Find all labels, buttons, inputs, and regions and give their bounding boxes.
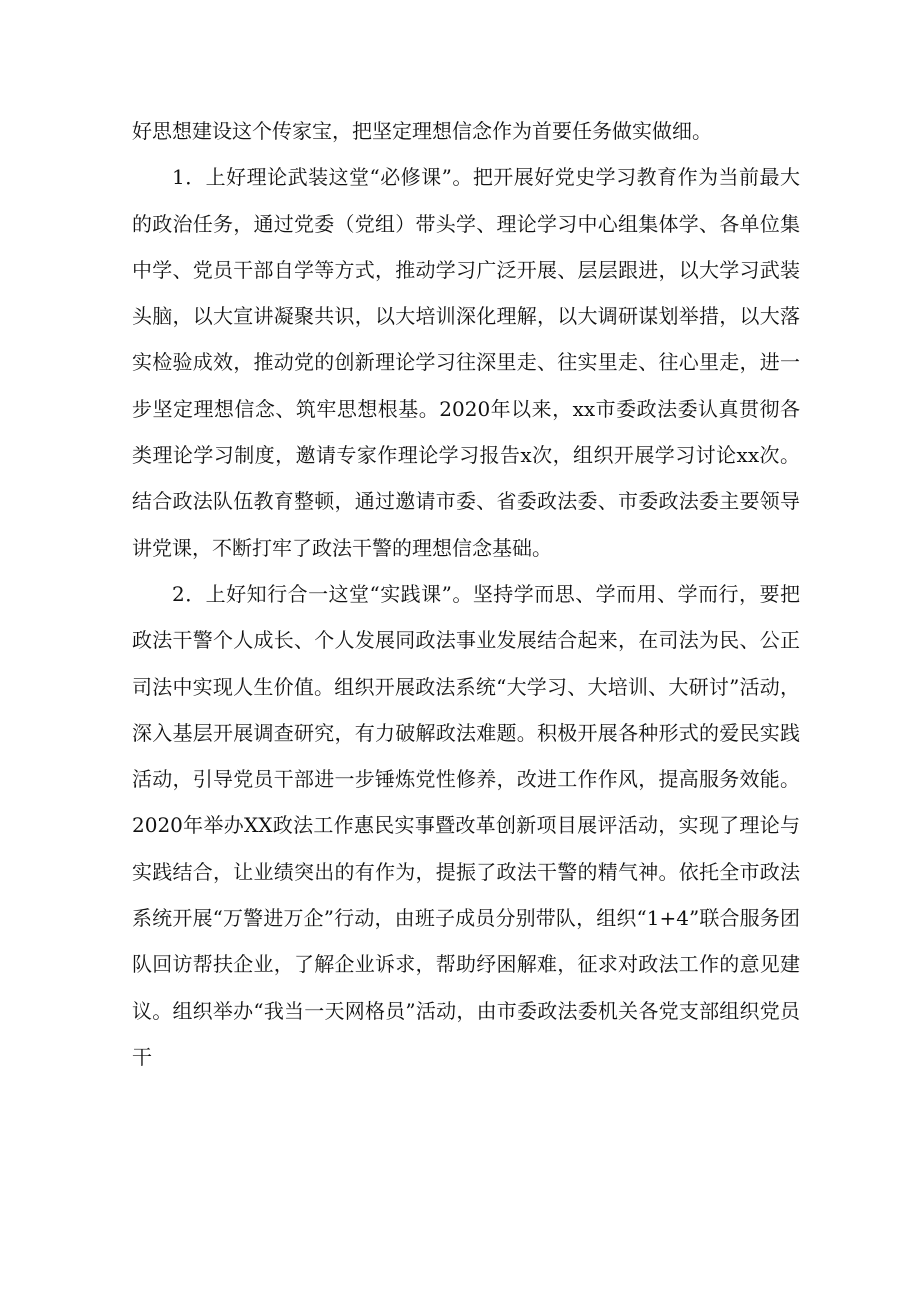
paragraph-continuation: 好思想建设这个传家宝，把坚定理想信念作为首要任务做实做细。 xyxy=(132,119,712,143)
paragraph-practice-course: 2．上好知行合一这堂“实践课”。坚持学而思、学而用、学而行，要把政法干警个人成长、个人发展同政法事业发展结合起来，在司法为民、公正司法中实现人生价值。组织开展政法系统“大学习、大培训、大研讨”活动，深入基层开展调查研究，有力破解政法难题。积极开展各种形式的爱民实践活动，引导党员干部进一步锤炼党性修养，改进工作作风，提高服务效能。2020年举办XX政法工作惠民实事暨改革创新项目展评活动，实现了理论与实践结合，让业绩突出的有作为，提振了政法干警的精气神。依托全市政法系统开展“万警进万企”行动，由班子成员分别带队，组织“1+4”联合服务团队回访帮扶企业，了解企业诉求，帮助纾困解难，征求对政法工作的意见建议。组织举办“我当一天网格员”活动，由市委政法委机关各党支部组织党员干 xyxy=(132,581,800,1069)
paragraph-theory-course: 1．上好理论武装这堂“必修课”。把开展好党史学习教育作为当前最大的政治任务，通过党委（党组）带头学、理论学习中心组集体学、各单位集中学、党员干部自学等方式，推动学习广泛开展、层层跟进，以大学习武装头脑，以大宣讲凝聚共识，以大培训深化理解，以大调研谋划举措，以大落实检验成效，推动党的创新理论学习往深里走、往实里走、往心里走，进一步坚定理想信念、筑牢思想根基。2020年以来，xx市委政法委认真贯彻各类理论学习制度，邀请专家作理论学习报告x次，组织开展学习讨论xx次。结合政法队伍教育整顿，通过邀请市委、省委政法委、市委政法委主要领导讲党课，不断打牢了政法干警的理想信念基础。 xyxy=(132,165,800,560)
document-body xyxy=(132,108,800,1080)
